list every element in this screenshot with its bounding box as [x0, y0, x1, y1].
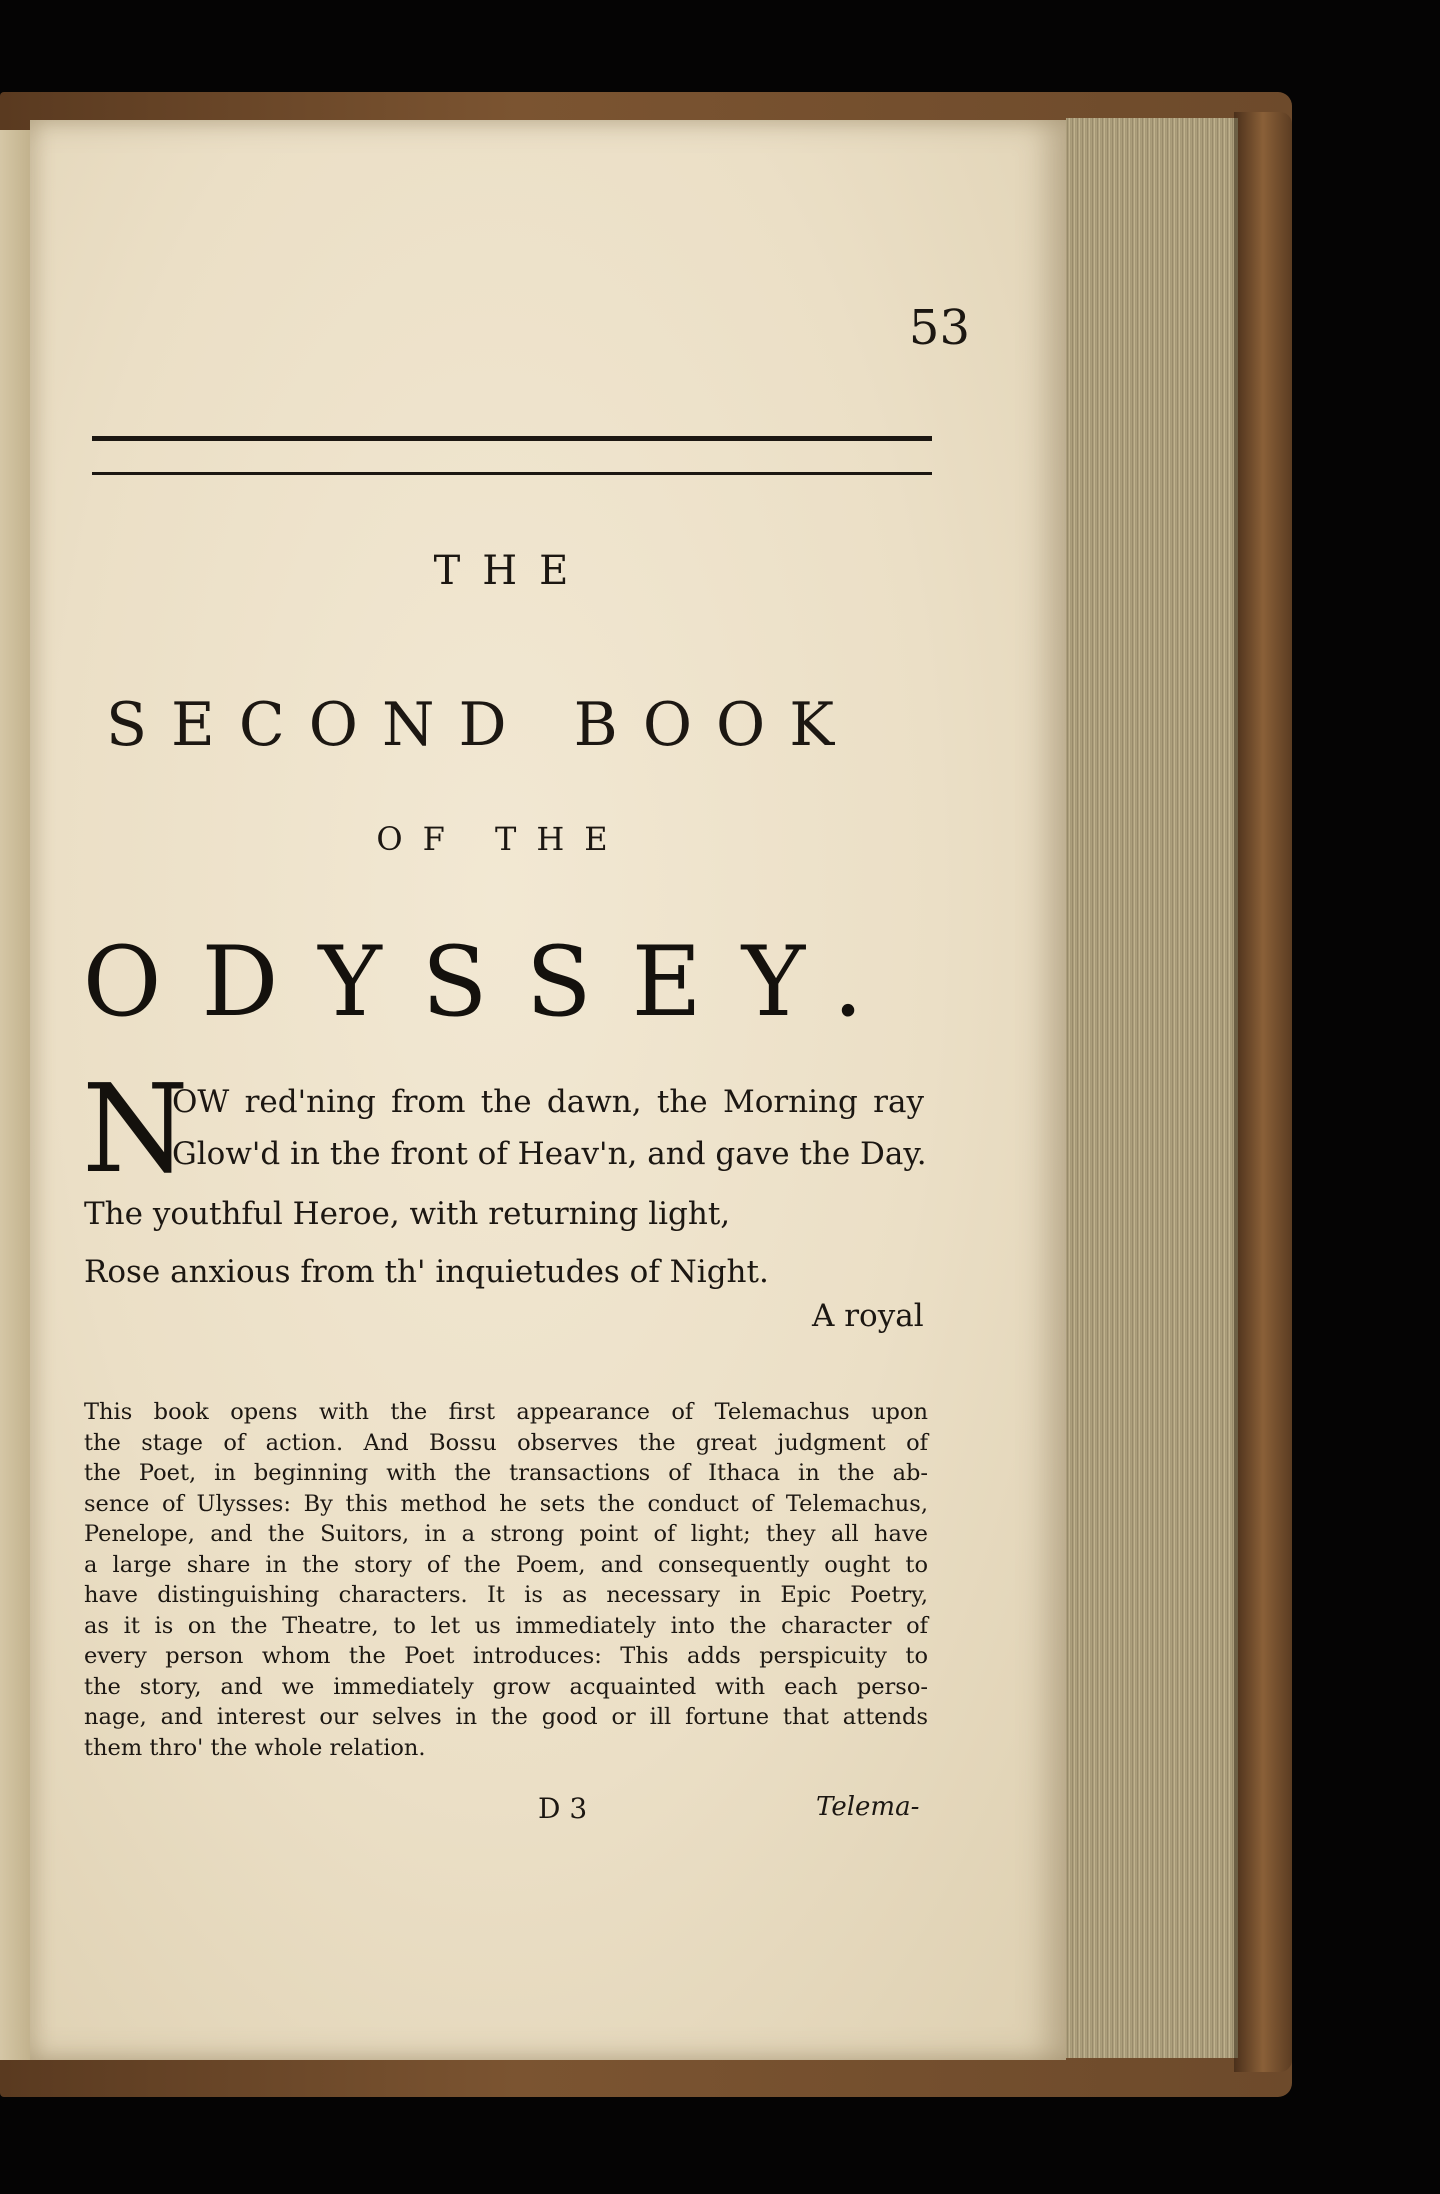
footnote: [84, 1397, 928, 1763]
page-number: 53: [908, 300, 970, 356]
header-rule-thin: [92, 472, 932, 475]
footnote-line: nage, and interest our selves in the good or ill fortune that attends: [84, 1704, 928, 1730]
title-second-book: SECOND BOOK: [105, 690, 859, 760]
footnote-line: This book opens with the first appearance of Telemachus upon: [84, 1399, 928, 1425]
footnote-line: the story, and we immediately grow acquainted with each perso-: [84, 1673, 928, 1700]
verse-line-3: The youthful Heroe, with returning light,: [84, 1196, 731, 1232]
cover-edge: [1234, 112, 1292, 2072]
footnote-line: every person whom the Poet introduces: This adds perspicuity to: [84, 1643, 928, 1669]
signature-mark: D 3: [538, 1792, 588, 1825]
title-of-the: OF THE: [376, 820, 628, 858]
drop-cap: N: [82, 1058, 189, 1200]
header-rule-thick: [92, 436, 932, 441]
footer-catchword: Telema-: [816, 1792, 920, 1822]
verse-line-2: Glow'd in the front of Heav'n, and gave the Day.: [172, 1136, 927, 1172]
footnote-line: have distinguishing characters. It is as necessary in Epic Poetry,: [84, 1582, 928, 1608]
verse-line-1: OW red'ning from the dawn, the Morning ray: [172, 1084, 924, 1120]
footnote-line: sence of Ulysses: By this method he sets the conduct of Telemachus,: [84, 1490, 928, 1517]
title-odyssey: ODYSSEY.: [82, 926, 904, 1038]
footnote-line: them thro' the whole relation.: [84, 1734, 426, 1761]
previous-page-edge: [0, 130, 30, 2060]
footnote-line: Penelope, and the Suitors, in a strong point of light; they all have: [84, 1521, 928, 1547]
footnote-line: the stage of action. And Bossu observes the great judgment of: [84, 1429, 928, 1456]
footnote-line: as it is on the Theatre, to let us immediately into the character of: [84, 1612, 928, 1639]
footnote-line: a large share in the story of the Poem, and consequently ought to: [84, 1551, 928, 1578]
footnote-line: the Poet, in beginning with the transactions of Ithaca in the ab-: [84, 1460, 928, 1486]
verse-line-4: Rose anxious from th' inquietudes of Night.: [84, 1254, 769, 1290]
page-edges: [1066, 118, 1238, 2058]
title-the: THE: [433, 548, 591, 594]
verse-catchword: A royal: [812, 1298, 924, 1334]
